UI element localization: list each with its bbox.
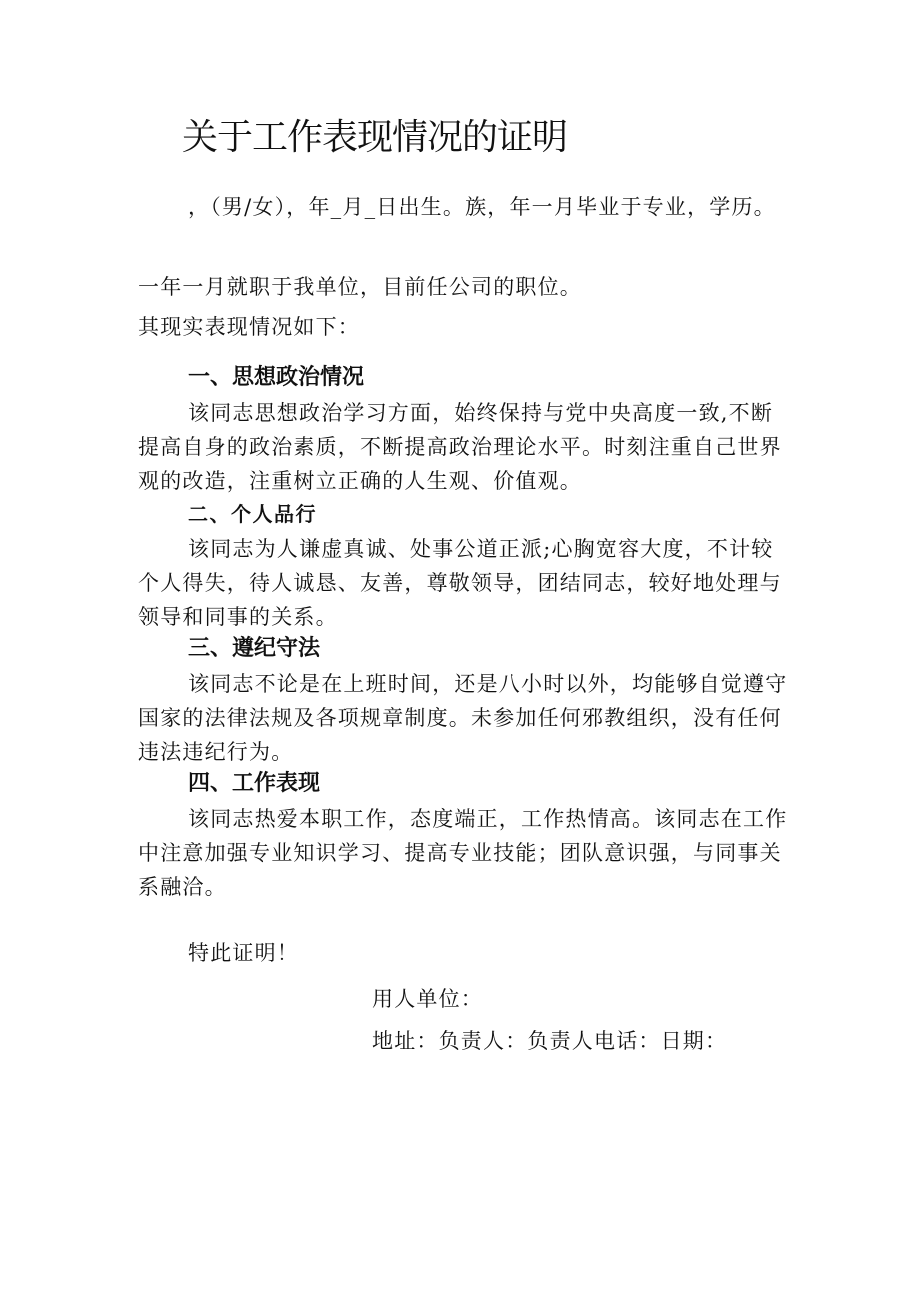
employer-label: 用人单位： — [372, 987, 483, 1011]
closing-statement: 特此证明！ — [188, 941, 299, 965]
section-heading-politics: 一、思想政治情况 — [188, 365, 365, 390]
section-body-politics: 该同志思想政治学习方面，始终保持与党中央高度一致,不断提高自身的政治素质，不断提高政治理论水平。时刻注重自己世界观的改造，注重树立正确的人生观、价值观。 — [138, 401, 782, 493]
section-body-law: 该同志不论是在上班时间，还是八小时以外，均能够自觉遵守国家的法律法规及各项规章制度。未参加任何邪教组织，没有任何违法违纪行为。 — [138, 672, 788, 764]
section-heading-work: 四、工作表现 — [188, 771, 321, 796]
page-title: 关于工作表现情况的证明 — [182, 117, 568, 158]
intro-paragraph: ，（男/女），年_月_日出生。族，年一月毕业于专业，学历。 — [188, 195, 776, 219]
signature-line: 地址：负责人：负责人电话：日期： — [372, 1029, 728, 1053]
section-body-character: 该同志为人谦虚真诚、处事公道正派;心胸宽容大度，不计较个人得失，待人诚恳、友善，尊敬领导，团结同志，较好地处理与领导和同事的关系。 — [138, 537, 782, 629]
employment-line: 一年一月就职于我单位，目前任公司的职位。 — [138, 275, 582, 299]
section-heading-character: 二、个人品行 — [188, 502, 317, 526]
section-body-work: 该同志热爱本职工作，态度端正，工作热情高。该同志在工作中注意加强专业知识学习、提高专业技能；团队意识强，与同事关系融洽。 — [138, 807, 788, 899]
performance-intro: 其现实表现情况如下： — [138, 315, 360, 339]
section-heading-law: 三、遵纪守法 — [188, 636, 321, 661]
